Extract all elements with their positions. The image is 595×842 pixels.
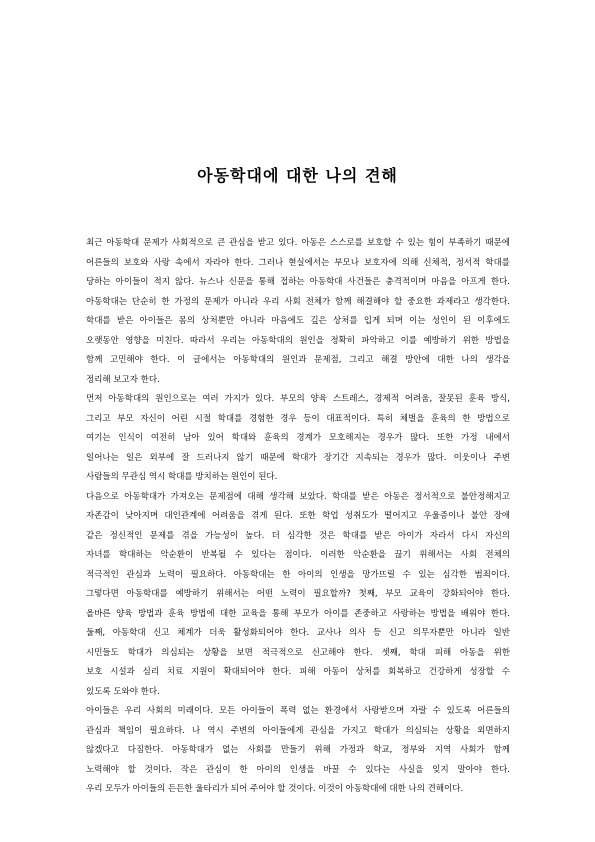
text-line: 다음으로 아동학대가 가져오는 문제점에 대해 생각해 보았다. 학대를 받은 아동은 정서적으로 불안정해지고 — [86, 491, 510, 502]
text-line: 정리해 보고자 한다. — [86, 374, 160, 385]
text-line: 함께 고민해야 한다. 이 글에서는 아동학대의 원인과 문제점, 그리고 해결 방안에 대한 나의 생각을 — [86, 355, 510, 365]
text-line: 여기는 인식이 여전히 남아 있어 학대와 훈육의 경계가 모호해지는 경우가 많다. 또한 가정 내에서 — [86, 433, 510, 443]
text-line: 관심과 책임이 필요하다. 나 역시 주변의 아이들에게 관심을 가지고 학대가 의심되는 상황을 외면하지 — [86, 725, 510, 736]
text-line: 시민들도 학대가 의심되는 상황을 보면 적극적으로 신고해야 한다. 셋째, 학대 피해 아동을 위한 — [86, 647, 510, 658]
text-line: 먼저 아동학대의 원인으로는 여러 가지가 있다. 부모의 양육 스트레스, 경제적 어려움, 잘못된 훈육 방식, — [86, 394, 510, 404]
text-line: 어른들의 보호와 사랑 속에서 자라야 한다. 그러나 현실에서는 부모나 보호자에 의해 신체적, 정서적 학대를 — [86, 257, 510, 268]
text-line: 적극적인 관심과 노력이 필요하다. 아동학대는 한 아이의 인생을 망가뜨릴 수 있는 심각한 범죄이다. — [86, 569, 510, 580]
text-line: 자녀를 학대하는 악순환이 반복될 수 있다는 점이다. 이러한 악순환을 끊기 위해서는 사회 전체의 — [86, 550, 510, 560]
paragraph — [86, 702, 510, 800]
text-line: 학대를 받은 아이들은 몸의 상처뿐만 아니라 마음에도 깊은 상처를 입게 되며 이는 성인이 된 이후에도 — [86, 316, 510, 326]
paragraph — [86, 488, 510, 703]
text-line: 아이들은 우리 사회의 미래이다. 모든 아이들이 폭력 없는 환경에서 사랑받으며 자랄 수 있도록 어른들의 — [86, 706, 510, 716]
text-line: 둘째, 아동학대 신고 체계가 더욱 활성화되어야 한다. 교사나 의사 등 신고 의무자뿐만 아니라 일반 — [86, 628, 510, 638]
text-line: 같은 정신적인 문제를 겪을 가능성이 높다. 더 심각한 것은 학대를 받은 아이가 자라서 다시 자신의 — [86, 530, 510, 541]
document-body — [86, 234, 510, 800]
text-line: 올바른 양육 방법과 훈육 방법에 대한 교육을 통해 부모가 아이를 존중하고 사랑하는 방법을 배워야 한다. — [86, 608, 510, 619]
text-line: 아동학대는 단순히 한 가정의 문제가 아니라 우리 사회 전체가 함께 해결해야 할 중요한 과제라고 생각한다. — [86, 296, 510, 307]
text-line: 일어나는 일은 외부에 잘 드러나지 않기 때문에 학대가 장기간 지속되는 경우가 많다. 이웃이나 주변 — [86, 452, 510, 463]
text-line: 오랫동안 영향을 미친다. 따라서 우리는 아동학대의 원인을 정확히 파악하고 이를 예방하기 위한 방법을 — [86, 335, 510, 346]
text-line: 우리 모두가 아이들의 든든한 울타리가 되어 주어야 할 것이다. 이것이 아동학대에 대한 나의 견해이다. — [86, 784, 464, 794]
text-line: 있도록 도와야 한다. — [86, 686, 160, 697]
text-line: 노력해야 할 것이다. 작은 관심이 한 아이의 인생을 바꿀 수 있다는 사실을 잊지 말아야 한다. — [86, 764, 510, 775]
paragraph — [86, 234, 510, 390]
text-line: 않겠다고 다짐한다. 아동학대가 없는 사회를 만들기 위해 가정과 학교, 정부와 지역 사회가 함께 — [86, 745, 510, 755]
paragraph — [86, 390, 510, 488]
text-line: 사람들의 무관심 역시 학대를 방치하는 원인이 된다. — [86, 472, 278, 482]
text-line: 그리고 부모 자신이 어린 시절 학대를 경험한 경우 등이 대표적이다. 특히 체벌을 훈육의 한 방법으로 — [86, 413, 510, 424]
text-line: 보호 시설과 심리 치료 지원이 확대되어야 한다. 피해 아동이 상처를 회복하고 건강하게 성장할 수 — [86, 667, 510, 677]
text-line: 당하는 아이들이 적지 않다. 뉴스나 신문을 통해 접하는 아동학대 사건들은 충격적이며 마음을 아프게 한다. — [86, 277, 510, 287]
document-title: 아동학대에 대한 나의 견해 — [197, 166, 398, 185]
text-line: 자존감이 낮아지며 대인관계에 어려움을 겪게 된다. 또한 학업 성취도가 떨어지고 우울증이나 불안 장애 — [86, 511, 510, 521]
text-line: 최근 아동학대 문제가 사회적으로 큰 관심을 받고 있다. 아동은 스스로를 보호할 수 있는 힘이 부족하기 때문에 — [86, 238, 510, 248]
text-line: 그렇다면 아동학대를 예방하기 위해서는 어떤 노력이 필요할까? 첫째, 부모 교육이 강화되어야 한다. — [86, 589, 510, 599]
